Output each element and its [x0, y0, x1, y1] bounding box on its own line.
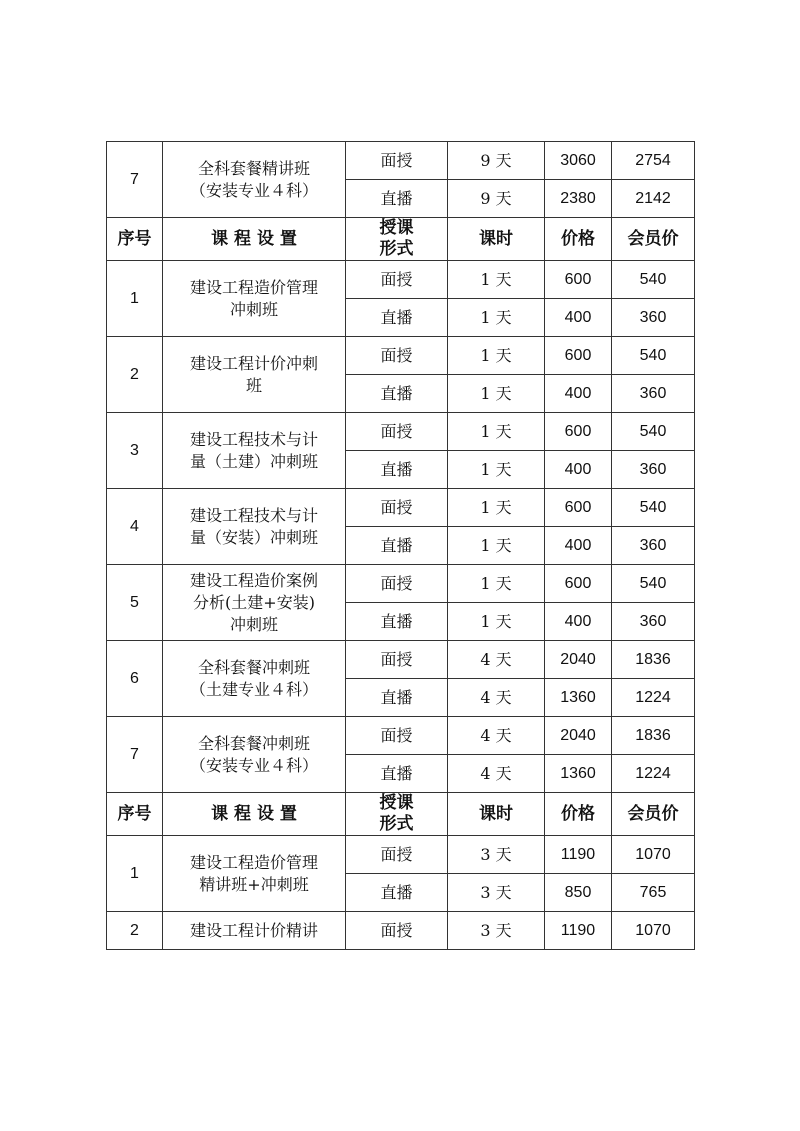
course-name-line: （安装专业４科）	[189, 180, 318, 200]
member-price: 360	[612, 603, 695, 641]
course-name-line: 建设工程计价精讲	[189, 920, 318, 940]
course-price: 2040	[545, 717, 612, 755]
course-hours: 1 天	[448, 261, 545, 299]
member-price: 1836	[612, 717, 695, 755]
teaching-form: 面授	[346, 413, 448, 451]
member-price: 360	[612, 527, 695, 565]
course-name-line: 全科套餐冲刺班	[197, 657, 310, 677]
header-form	[346, 218, 448, 261]
member-price: 2754	[612, 142, 695, 180]
course-name-line: 分析(土建+安装)	[193, 592, 315, 612]
header-form-line2: 形式	[379, 239, 414, 259]
teaching-form: 面授	[346, 489, 448, 527]
course-price: 1360	[545, 679, 612, 717]
course-price: 400	[545, 527, 612, 565]
course-price: 600	[545, 565, 612, 603]
header-seq: 序号	[107, 218, 163, 261]
member-price: 2142	[612, 180, 695, 218]
member-price: 540	[612, 565, 695, 603]
course-name-line: 全科套餐冲刺班	[197, 733, 310, 753]
teaching-form: 面授	[346, 836, 448, 874]
course-price: 600	[545, 337, 612, 375]
course-seq: 1	[107, 261, 163, 337]
course-hours: 4 天	[448, 679, 545, 717]
course-name-line: 建设工程造价管理	[189, 852, 318, 872]
member-price: 360	[612, 375, 695, 413]
course-seq: 5	[107, 565, 163, 641]
table-row	[107, 337, 695, 375]
header-seq: 序号	[107, 793, 163, 836]
course-hours: 1 天	[448, 413, 545, 451]
header-form	[346, 793, 448, 836]
teaching-form: 直播	[346, 874, 448, 912]
course-name-line: 精讲班+冲刺班	[199, 874, 309, 894]
table-row	[107, 489, 695, 527]
course-name	[163, 641, 346, 717]
course-price: 3060	[545, 142, 612, 180]
course-name	[163, 912, 346, 950]
course-price: 1360	[545, 755, 612, 793]
course-hours: 1 天	[448, 565, 545, 603]
header-course: 课 程 设 置	[163, 793, 346, 836]
course-name-line: 建设工程计价冲刺	[189, 353, 318, 373]
member-price: 540	[612, 413, 695, 451]
course-price: 2380	[545, 180, 612, 218]
course-name-line: 冲刺班	[229, 614, 278, 634]
header-row	[107, 218, 695, 261]
course-name	[163, 142, 346, 218]
course-name	[163, 717, 346, 793]
course-price: 400	[545, 451, 612, 489]
teaching-form: 直播	[346, 755, 448, 793]
course-name	[163, 337, 346, 413]
course-hours: 1 天	[448, 375, 545, 413]
course-price: 850	[545, 874, 612, 912]
teaching-form: 直播	[346, 180, 448, 218]
course-seq: 1	[107, 836, 163, 912]
teaching-form: 直播	[346, 299, 448, 337]
teaching-form: 直播	[346, 679, 448, 717]
header-form-line1: 授课	[379, 793, 414, 813]
course-price: 600	[545, 413, 612, 451]
course-hours: 1 天	[448, 603, 545, 641]
table-row	[107, 717, 695, 755]
table-row	[107, 261, 695, 299]
table-row	[107, 836, 695, 874]
course-name-line: 全科套餐精讲班	[197, 158, 310, 178]
course-name	[163, 261, 346, 337]
course-name-line: 冲刺班	[229, 299, 278, 319]
course-hours: 4 天	[448, 717, 545, 755]
teaching-form: 面授	[346, 565, 448, 603]
table-row	[107, 565, 695, 603]
course-hours: 1 天	[448, 451, 545, 489]
table-row	[107, 413, 695, 451]
course-hours: 9 天	[448, 180, 545, 218]
member-price: 540	[612, 261, 695, 299]
course-hours: 9 天	[448, 142, 545, 180]
course-name	[163, 489, 346, 565]
teaching-form: 直播	[346, 603, 448, 641]
member-price: 765	[612, 874, 695, 912]
course-price: 400	[545, 603, 612, 641]
course-price-table	[106, 141, 695, 950]
member-price: 540	[612, 489, 695, 527]
header-form-line2: 形式	[379, 814, 414, 834]
teaching-form: 面授	[346, 142, 448, 180]
course-name-line: 建设工程技术与计	[189, 505, 318, 525]
teaching-form: 面授	[346, 641, 448, 679]
course-seq: 6	[107, 641, 163, 717]
course-price: 600	[545, 489, 612, 527]
course-price: 400	[545, 299, 612, 337]
table-row	[107, 912, 695, 950]
member-price: 540	[612, 337, 695, 375]
course-seq: 7	[107, 142, 163, 218]
course-name	[163, 836, 346, 912]
course-name-line: （土建专业４科）	[189, 679, 318, 699]
course-name-line: （安装专业４科）	[189, 755, 318, 775]
course-hours: 1 天	[448, 337, 545, 375]
header-price: 价格	[545, 218, 612, 261]
header-member-price: 会员价	[612, 793, 695, 836]
course-name-line: 建设工程造价管理	[189, 277, 318, 297]
course-hours: 3 天	[448, 874, 545, 912]
teaching-form: 直播	[346, 451, 448, 489]
header-hours: 课时	[448, 218, 545, 261]
member-price: 1224	[612, 679, 695, 717]
teaching-form: 面授	[346, 261, 448, 299]
course-name	[163, 413, 346, 489]
course-price: 1190	[545, 912, 612, 950]
course-price: 400	[545, 375, 612, 413]
course-hours: 1 天	[448, 299, 545, 337]
member-price: 1070	[612, 912, 695, 950]
teaching-form: 面授	[346, 337, 448, 375]
course-name	[163, 565, 346, 641]
course-price: 600	[545, 261, 612, 299]
member-price: 360	[612, 299, 695, 337]
course-hours: 1 天	[448, 489, 545, 527]
header-course: 课 程 设 置	[163, 218, 346, 261]
teaching-form: 直播	[346, 375, 448, 413]
course-price: 1190	[545, 836, 612, 874]
teaching-form: 面授	[346, 912, 448, 950]
course-seq: 2	[107, 912, 163, 950]
course-name-line: 量（土建）冲刺班	[189, 451, 318, 471]
course-name-line: 建设工程造价案例	[189, 570, 318, 590]
header-price: 价格	[545, 793, 612, 836]
course-hours: 3 天	[448, 836, 545, 874]
course-seq: 3	[107, 413, 163, 489]
member-price: 1224	[612, 755, 695, 793]
course-name-line: 建设工程技术与计	[189, 429, 318, 449]
member-price: 360	[612, 451, 695, 489]
course-seq: 4	[107, 489, 163, 565]
header-hours: 课时	[448, 793, 545, 836]
course-seq: 2	[107, 337, 163, 413]
course-hours: 3 天	[448, 912, 545, 950]
teaching-form: 面授	[346, 717, 448, 755]
header-member-price: 会员价	[612, 218, 695, 261]
course-name-line: 班	[245, 375, 262, 395]
course-hours: 4 天	[448, 641, 545, 679]
table-row	[107, 641, 695, 679]
course-name-line: 量（安装）冲刺班	[189, 527, 318, 547]
course-hours: 4 天	[448, 755, 545, 793]
course-hours: 1 天	[448, 527, 545, 565]
course-price: 2040	[545, 641, 612, 679]
header-form-line1: 授课	[379, 218, 414, 238]
header-row	[107, 793, 695, 836]
member-price: 1836	[612, 641, 695, 679]
course-seq: 7	[107, 717, 163, 793]
member-price: 1070	[612, 836, 695, 874]
table-row	[107, 142, 695, 180]
teaching-form: 直播	[346, 527, 448, 565]
